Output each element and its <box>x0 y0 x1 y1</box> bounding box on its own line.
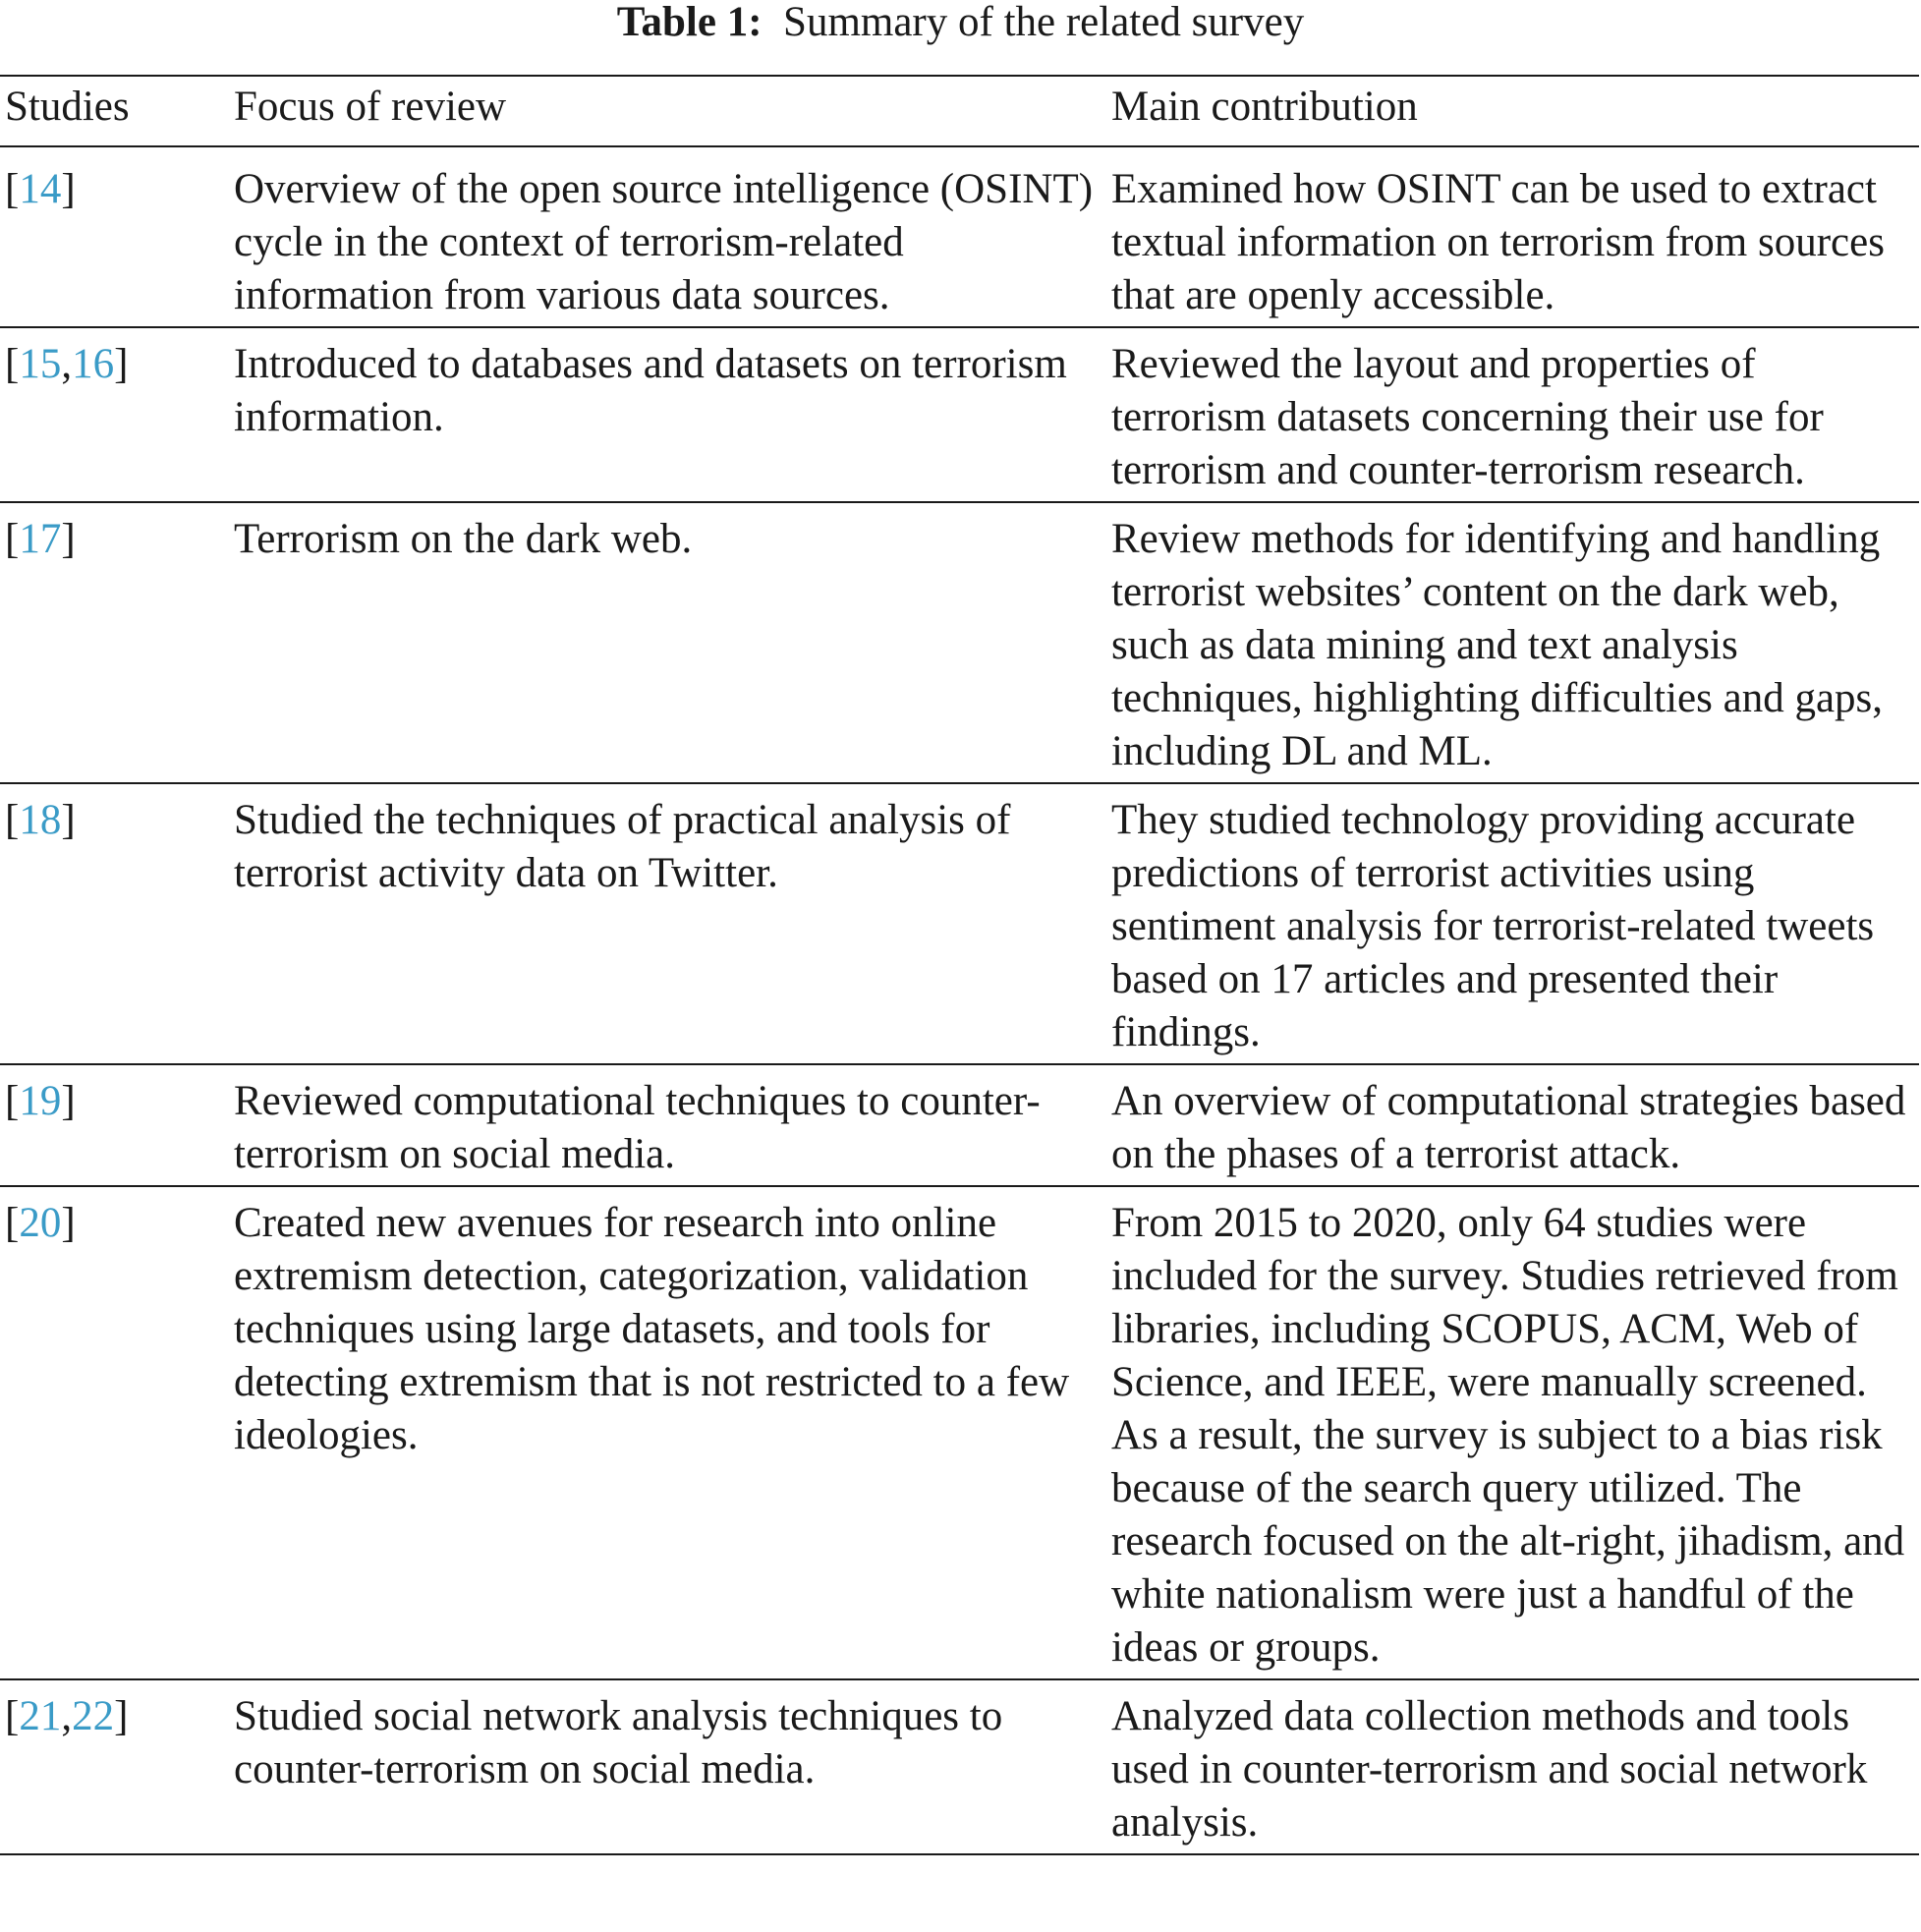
header-focus: Focus of review <box>234 84 507 130</box>
header-studies: Studies <box>5 84 130 130</box>
studies-cell: [18] <box>5 797 76 843</box>
citation-link[interactable]: 20 <box>19 1200 62 1246</box>
contribution-cell: From 2015 to 2020, only 64 studies were included for the survey. Studies retrieved from libraries, including SCOPUS, ACM, Web of Science, and IEEE, were manually screened. As a result, the survey is subject to a bias risk because of the search query utilized. The research focused on the alt-right, jihadism, and white nationalism were just a handful of the ideas or groups. <box>1111 1200 1905 1671</box>
citation-link[interactable]: 18 <box>19 797 62 843</box>
studies-cell: [15,16] <box>5 341 129 387</box>
table-row <box>0 502 1919 783</box>
studies-cell: [14] <box>5 166 76 212</box>
table-row <box>0 146 1919 327</box>
contribution-cell: Review methods for identifying and handling terrorist websites’ content on the dark web, such as data mining and text analysis techniques, highlighting difficulties and gaps, including DL and ML. <box>1111 516 1884 774</box>
citation-link[interactable]: 16 <box>72 341 115 387</box>
contribution-cell: Analyzed data collection methods and tools used in counter-terrorism and social network analysis. <box>1111 1693 1868 1846</box>
contribution-cell: Examined how OSINT can be used to extract textual information on terrorism from sources that are openly accessible. <box>1111 166 1885 318</box>
focus-cell: Reviewed computational techniques to counter-terrorism on social media. <box>234 1078 1041 1177</box>
studies-cell: [20] <box>5 1200 76 1246</box>
citation-link[interactable]: 14 <box>19 166 62 212</box>
header-contribution: Main contribution <box>1111 84 1418 130</box>
studies-cell: [21,22] <box>5 1693 129 1739</box>
citation-link[interactable]: 22 <box>72 1693 115 1739</box>
citation-link[interactable]: 15 <box>19 341 62 387</box>
contribution-cell: They studied technology providing accurate predictions of terrorist activities using sentiment analysis for terrorist-related tweets based on 17 articles and presented their findings. <box>1111 797 1875 1055</box>
table-row <box>0 327 1919 502</box>
survey-table <box>0 75 1919 1855</box>
table-row <box>0 1064 1919 1186</box>
focus-cell: Introduced to databases and datasets on terrorism information. <box>234 341 1067 440</box>
table-row <box>0 1679 1919 1854</box>
table-row <box>0 1186 1919 1679</box>
focus-cell: Studied social network analysis techniques to counter-terrorism on social media. <box>234 1693 1003 1792</box>
citation-link[interactable]: 17 <box>19 516 62 562</box>
studies-cell: [17] <box>5 516 76 562</box>
contribution-cell: Reviewed the layout and properties of terrorism datasets concerning their use for terrorism and counter-terrorism research. <box>1111 341 1824 493</box>
table-caption <box>0 0 1921 45</box>
focus-cell: Created new avenues for research into online extremism detection, categorization, validation techniques using large datasets, and tools for detecting extremism that is not restricted to a few ideologies. <box>234 1200 1070 1458</box>
focus-cell: Studied the techniques of practical analysis of terrorist activity data on Twitter. <box>234 797 1011 896</box>
contribution-cell: An overview of computational strategies based on the phases of a terrorist attack. <box>1111 1078 1906 1177</box>
citation-link[interactable]: 19 <box>19 1078 62 1124</box>
citation-link[interactable]: 21 <box>19 1693 62 1739</box>
header-row <box>0 76 1919 146</box>
focus-cell: Overview of the open source intelligence (OSINT) cycle in the context of terrorism-related information from various data sources. <box>234 166 1094 318</box>
studies-cell: [19] <box>5 1078 76 1124</box>
caption-title: Summary of the related survey <box>783 0 1305 45</box>
table-row <box>0 783 1919 1064</box>
caption-label: Table 1: <box>616 0 763 45</box>
focus-cell: Terrorism on the dark web. <box>234 516 693 562</box>
